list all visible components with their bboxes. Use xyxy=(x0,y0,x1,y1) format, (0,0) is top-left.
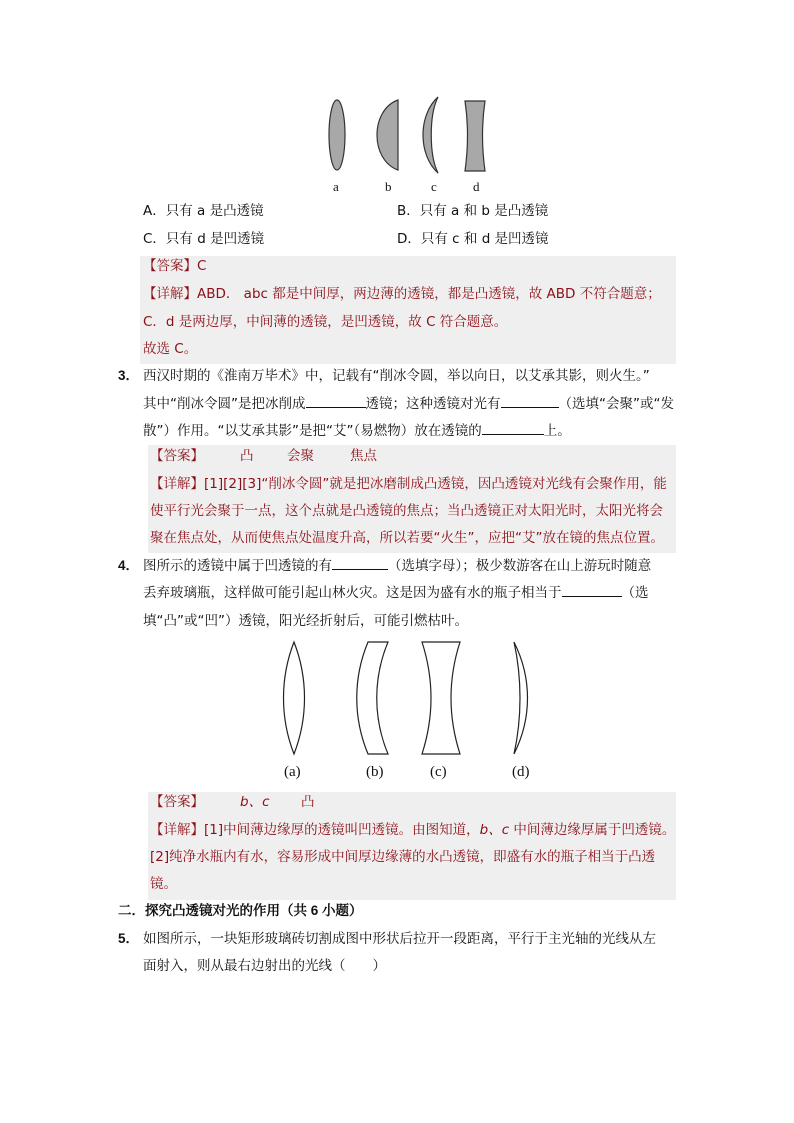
q2-detail-line2: C．d 是两边厚，中间薄的透镜，是凹透镜，故 C 符合题意。 xyxy=(143,314,508,330)
detail-tag: 【详解】 xyxy=(143,286,197,302)
lens2-label-c: (c) xyxy=(430,764,447,780)
q3-detail-line3: 聚在焦点处，从而使焦点处温度升高，所以若要“火生”，应把“艾”放在镜的焦点位置。 xyxy=(150,530,664,546)
detail-text: [1][2][3]“削冰令圆”就是把冰磨制成凸透镜，因凸透镜对光线有会聚作用，能 xyxy=(204,476,667,492)
q4-detail-line2: [2]纯净水瓶内有水，容易形成中间厚边缘薄的水凸透镜，即盛有水的瓶子相当于凸透 xyxy=(150,849,656,865)
lens-d-outline xyxy=(514,642,528,754)
q3-blank-1[interactable] xyxy=(306,393,366,408)
lens-label-c: c xyxy=(431,179,437,194)
answer-tag: 【答案】 xyxy=(143,258,197,274)
section-heading: 二．探究凸透镜对光的作用（共 6 小题） xyxy=(118,903,363,918)
q4-line3: 填“凸”或“凹”）透镜，阳光经折射后，可能引燃枯叶。 xyxy=(143,613,468,629)
q4-number: 4． xyxy=(118,558,140,573)
q3-line2 xyxy=(143,390,674,418)
q4-detail-line1 xyxy=(150,816,675,844)
lens2-label-a: (a) xyxy=(284,764,301,780)
q3-text-2a: 其中“削冰令圆”是把冰削成 xyxy=(143,396,306,412)
answer-value: C xyxy=(197,258,207,274)
q4-line1 xyxy=(143,552,651,580)
lens-label-d: d xyxy=(473,179,480,194)
lens-c-outline xyxy=(422,642,460,754)
detail-tag: 【详解】 xyxy=(150,476,204,492)
option-a: A．只有 a 是凸透镜 xyxy=(143,203,264,219)
q5-line1: 如图所示，一块矩形玻璃砖切割成图中形状后拉开一段距离，平行于主光轴的光线从左 xyxy=(143,931,656,947)
q3-text-3b: 上。 xyxy=(543,423,571,439)
q2-conclusion: 故选 C。 xyxy=(143,341,198,357)
lens-b-shape xyxy=(377,100,398,170)
q4-answer-1: b、c xyxy=(240,794,270,810)
detail-text-a: [1]中间薄边缘厚的透镜叫凹透镜。由图知道， xyxy=(204,822,480,838)
option-b: B．只有 a 和 b 是凸透镜 xyxy=(397,203,549,219)
q4-text-1a: 图所示的透镜中属于凹透镜的有 xyxy=(143,558,332,574)
q4-text-1b: （选填字母）；极少数游客在山上游玩时随意 xyxy=(388,558,652,574)
q3-text-2b: 透镜；这种透镜对光有 xyxy=(365,396,501,412)
q3-answer-1: 凸 xyxy=(240,448,254,464)
lens-figure-2 xyxy=(270,638,550,760)
q3-text-3a: 散”）作用。“以艾承其影”是把“艾”（易燃物）放在透镜的 xyxy=(143,423,482,439)
lens-a-shape xyxy=(329,100,345,170)
lens-figure-1 xyxy=(318,95,498,197)
q2-answer-line xyxy=(143,252,206,280)
q3-line3 xyxy=(143,417,571,445)
q4-blank-2[interactable] xyxy=(562,582,622,597)
q4-detail-line3: 镜。 xyxy=(150,876,177,892)
q4-answer-2: 凸 xyxy=(301,794,315,810)
lens-b-outline xyxy=(357,642,388,754)
lens2-label-d: (d) xyxy=(512,764,530,780)
lens-a-outline xyxy=(284,642,305,754)
option-d: D．只有 c 和 d 是凹透镜 xyxy=(397,231,549,247)
q3-number: 3． xyxy=(118,368,140,383)
lens-label-b: b xyxy=(385,179,392,194)
q3-answer-2: 会聚 xyxy=(287,448,314,464)
q3-answer-line xyxy=(150,442,204,470)
q3-detail-line1 xyxy=(150,470,667,498)
lens2-label-b: (b) xyxy=(366,764,384,780)
q4-line2 xyxy=(143,579,649,607)
q3-text-2c: （选填“会聚”或“发 xyxy=(558,396,674,412)
detail-text-c: 中间薄边缘厚属于凹透镜。 xyxy=(509,822,676,838)
q2-detail-line1 xyxy=(143,280,661,308)
q3-detail-line2: 使平行光会聚于一点，这个点就是凸透镜的焦点；当凸透镜正对太阳光时，太阳光将会 xyxy=(150,503,663,519)
answer-tag: 【答案】 xyxy=(150,794,204,810)
answer-tag: 【答案】 xyxy=(150,448,204,464)
q4-text-2b: （选 xyxy=(621,585,649,601)
q4-text-2a: 丢弃玻璃瓶，这样做可能引起山林火灾。这是因为盛有水的瓶子相当于 xyxy=(143,585,562,601)
q5-number: 5． xyxy=(118,931,140,946)
lens-label-a: a xyxy=(333,179,339,194)
q3-blank-3[interactable] xyxy=(482,420,544,435)
q3-line1: 西汉时期的《淮南万毕术》中，记载有“削冰令圆，举以向日，以艾承其影，则火生。” xyxy=(143,368,650,384)
q5-line2: 面射入，则从最右边射出的光线（ ） xyxy=(143,958,386,974)
q4-blank-1[interactable] xyxy=(332,555,388,570)
lens-c-shape xyxy=(423,97,438,173)
q3-blank-2[interactable] xyxy=(501,393,559,408)
lens-d-shape xyxy=(465,101,485,171)
detail-tag: 【详解】 xyxy=(150,822,204,838)
q4-answer-line xyxy=(150,788,204,816)
q3-answer-3: 焦点 xyxy=(350,448,377,464)
detail-text: ABD． abc 都是中间厚，两边薄的透镜，都是凸透镜，故 ABD 不符合题意； xyxy=(197,286,661,302)
option-c: C．只有 d 是凹透镜 xyxy=(143,231,265,247)
detail-text-b: b、c xyxy=(479,822,510,838)
